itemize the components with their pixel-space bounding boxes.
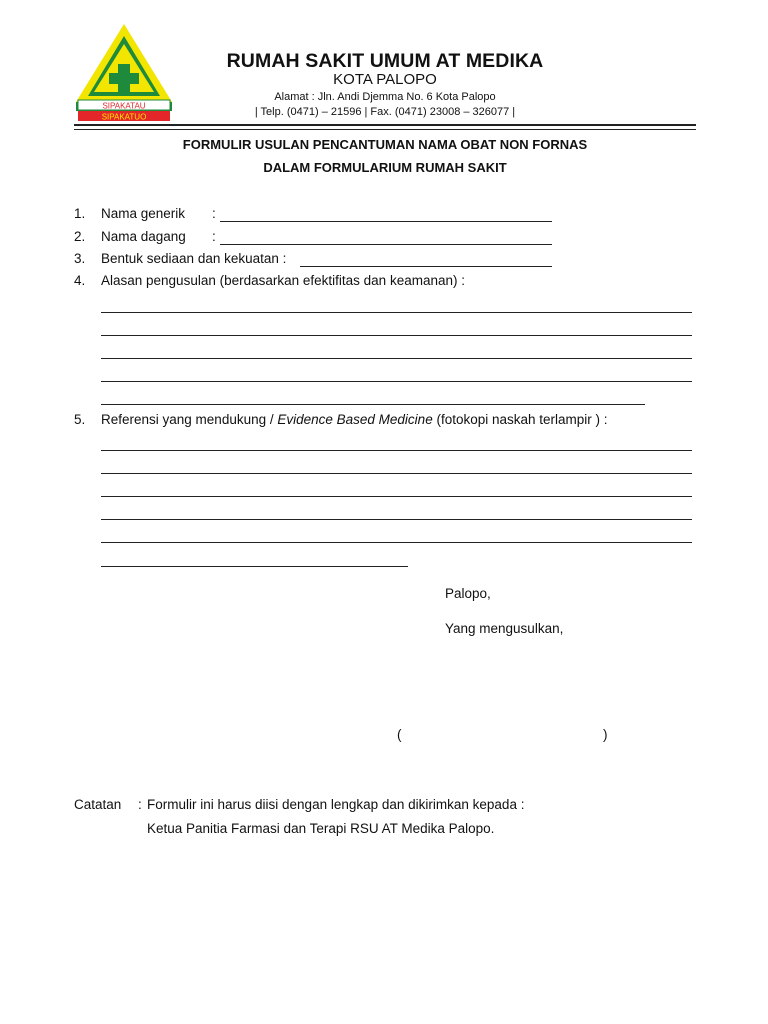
item-3-number: 3. — [74, 251, 86, 266]
brand-name-field[interactable] — [220, 244, 552, 245]
signature-name-field[interactable] — [410, 727, 600, 745]
item-1-separator: : — [212, 206, 216, 221]
item-2-number: 2. — [74, 229, 86, 244]
hospital-logo — [74, 22, 174, 124]
header-divider-thin — [74, 129, 696, 130]
item-5-label-before: Referensi yang mendukung / — [101, 412, 278, 427]
logo-text-bottom: SIPAKATUO — [101, 112, 147, 122]
item-2-label: Nama dagang — [101, 229, 186, 244]
item-4-label: Alasan pengusulan (berdasarkan efektifitas dan keamanan) : — [101, 273, 465, 288]
reason-field-line[interactable] — [101, 358, 692, 359]
hospital-name: RUMAH SAKIT UMUM AT MEDIKA — [226, 50, 544, 72]
item-5-label-italic: Evidence Based Medicine — [277, 412, 433, 427]
reference-field-line[interactable] — [101, 542, 692, 543]
item-1-number: 1. — [74, 206, 86, 221]
item-3-label: Bentuk sediaan dan kekuatan : — [101, 251, 287, 266]
reference-field-line[interactable] — [101, 519, 692, 520]
reason-field-line[interactable] — [101, 335, 692, 336]
reason-field-line[interactable] — [101, 312, 692, 313]
item-5-label — [101, 412, 608, 427]
hospital-phone: | Telp. (0471) – 21596 | Fax. (0471) 23008 – 326077 | — [254, 106, 516, 118]
reference-field-line[interactable] — [101, 473, 692, 474]
header-divider-thick — [74, 124, 696, 126]
logo-cross-horizontal — [109, 73, 139, 84]
item-1-label: Nama generik — [101, 206, 186, 221]
item-2-separator: : — [212, 229, 216, 244]
dosage-form-field[interactable] — [300, 266, 552, 267]
item-5-number: 5. — [74, 412, 86, 427]
note-line-1: Formulir ini harus diisi dengan lengkap dan dikirimkan kepada : — [147, 797, 525, 812]
hospital-address: Alamat : Jln. Andi Djemma No. 6 Kota Palopo — [274, 91, 496, 103]
generic-name-field[interactable] — [220, 221, 552, 222]
note-separator: : — [138, 797, 142, 812]
reference-field-line[interactable] — [101, 450, 692, 451]
signature-paren-close: ) — [603, 727, 608, 742]
logo-text-top: SIPAKATAU — [102, 101, 146, 111]
form-title-line2: DALAM FORMULARIUM RUMAH SAKIT — [263, 160, 507, 175]
item-5-label-after: (fotokopi naskah terlampir ) : — [432, 412, 608, 427]
reference-field-line[interactable] — [101, 566, 408, 567]
note-label: Catatan — [74, 797, 122, 812]
reason-field-line[interactable] — [101, 381, 692, 382]
signature-proposer: Yang mengusulkan, — [445, 621, 564, 636]
hospital-city: KOTA PALOPO — [333, 71, 437, 88]
signature-place: Palopo, — [445, 586, 491, 601]
signature-paren-open: ( — [397, 727, 402, 742]
reference-field-line[interactable] — [101, 496, 692, 497]
note-line-2: Ketua Panitia Farmasi dan Terapi RSU AT Medika Palopo. — [147, 821, 495, 836]
reason-field-line[interactable] — [101, 404, 645, 405]
item-4-number: 4. — [74, 273, 86, 288]
form-title-line1: FORMULIR USULAN PENCANTUMAN NAMA OBAT NON FORNAS — [182, 137, 588, 152]
